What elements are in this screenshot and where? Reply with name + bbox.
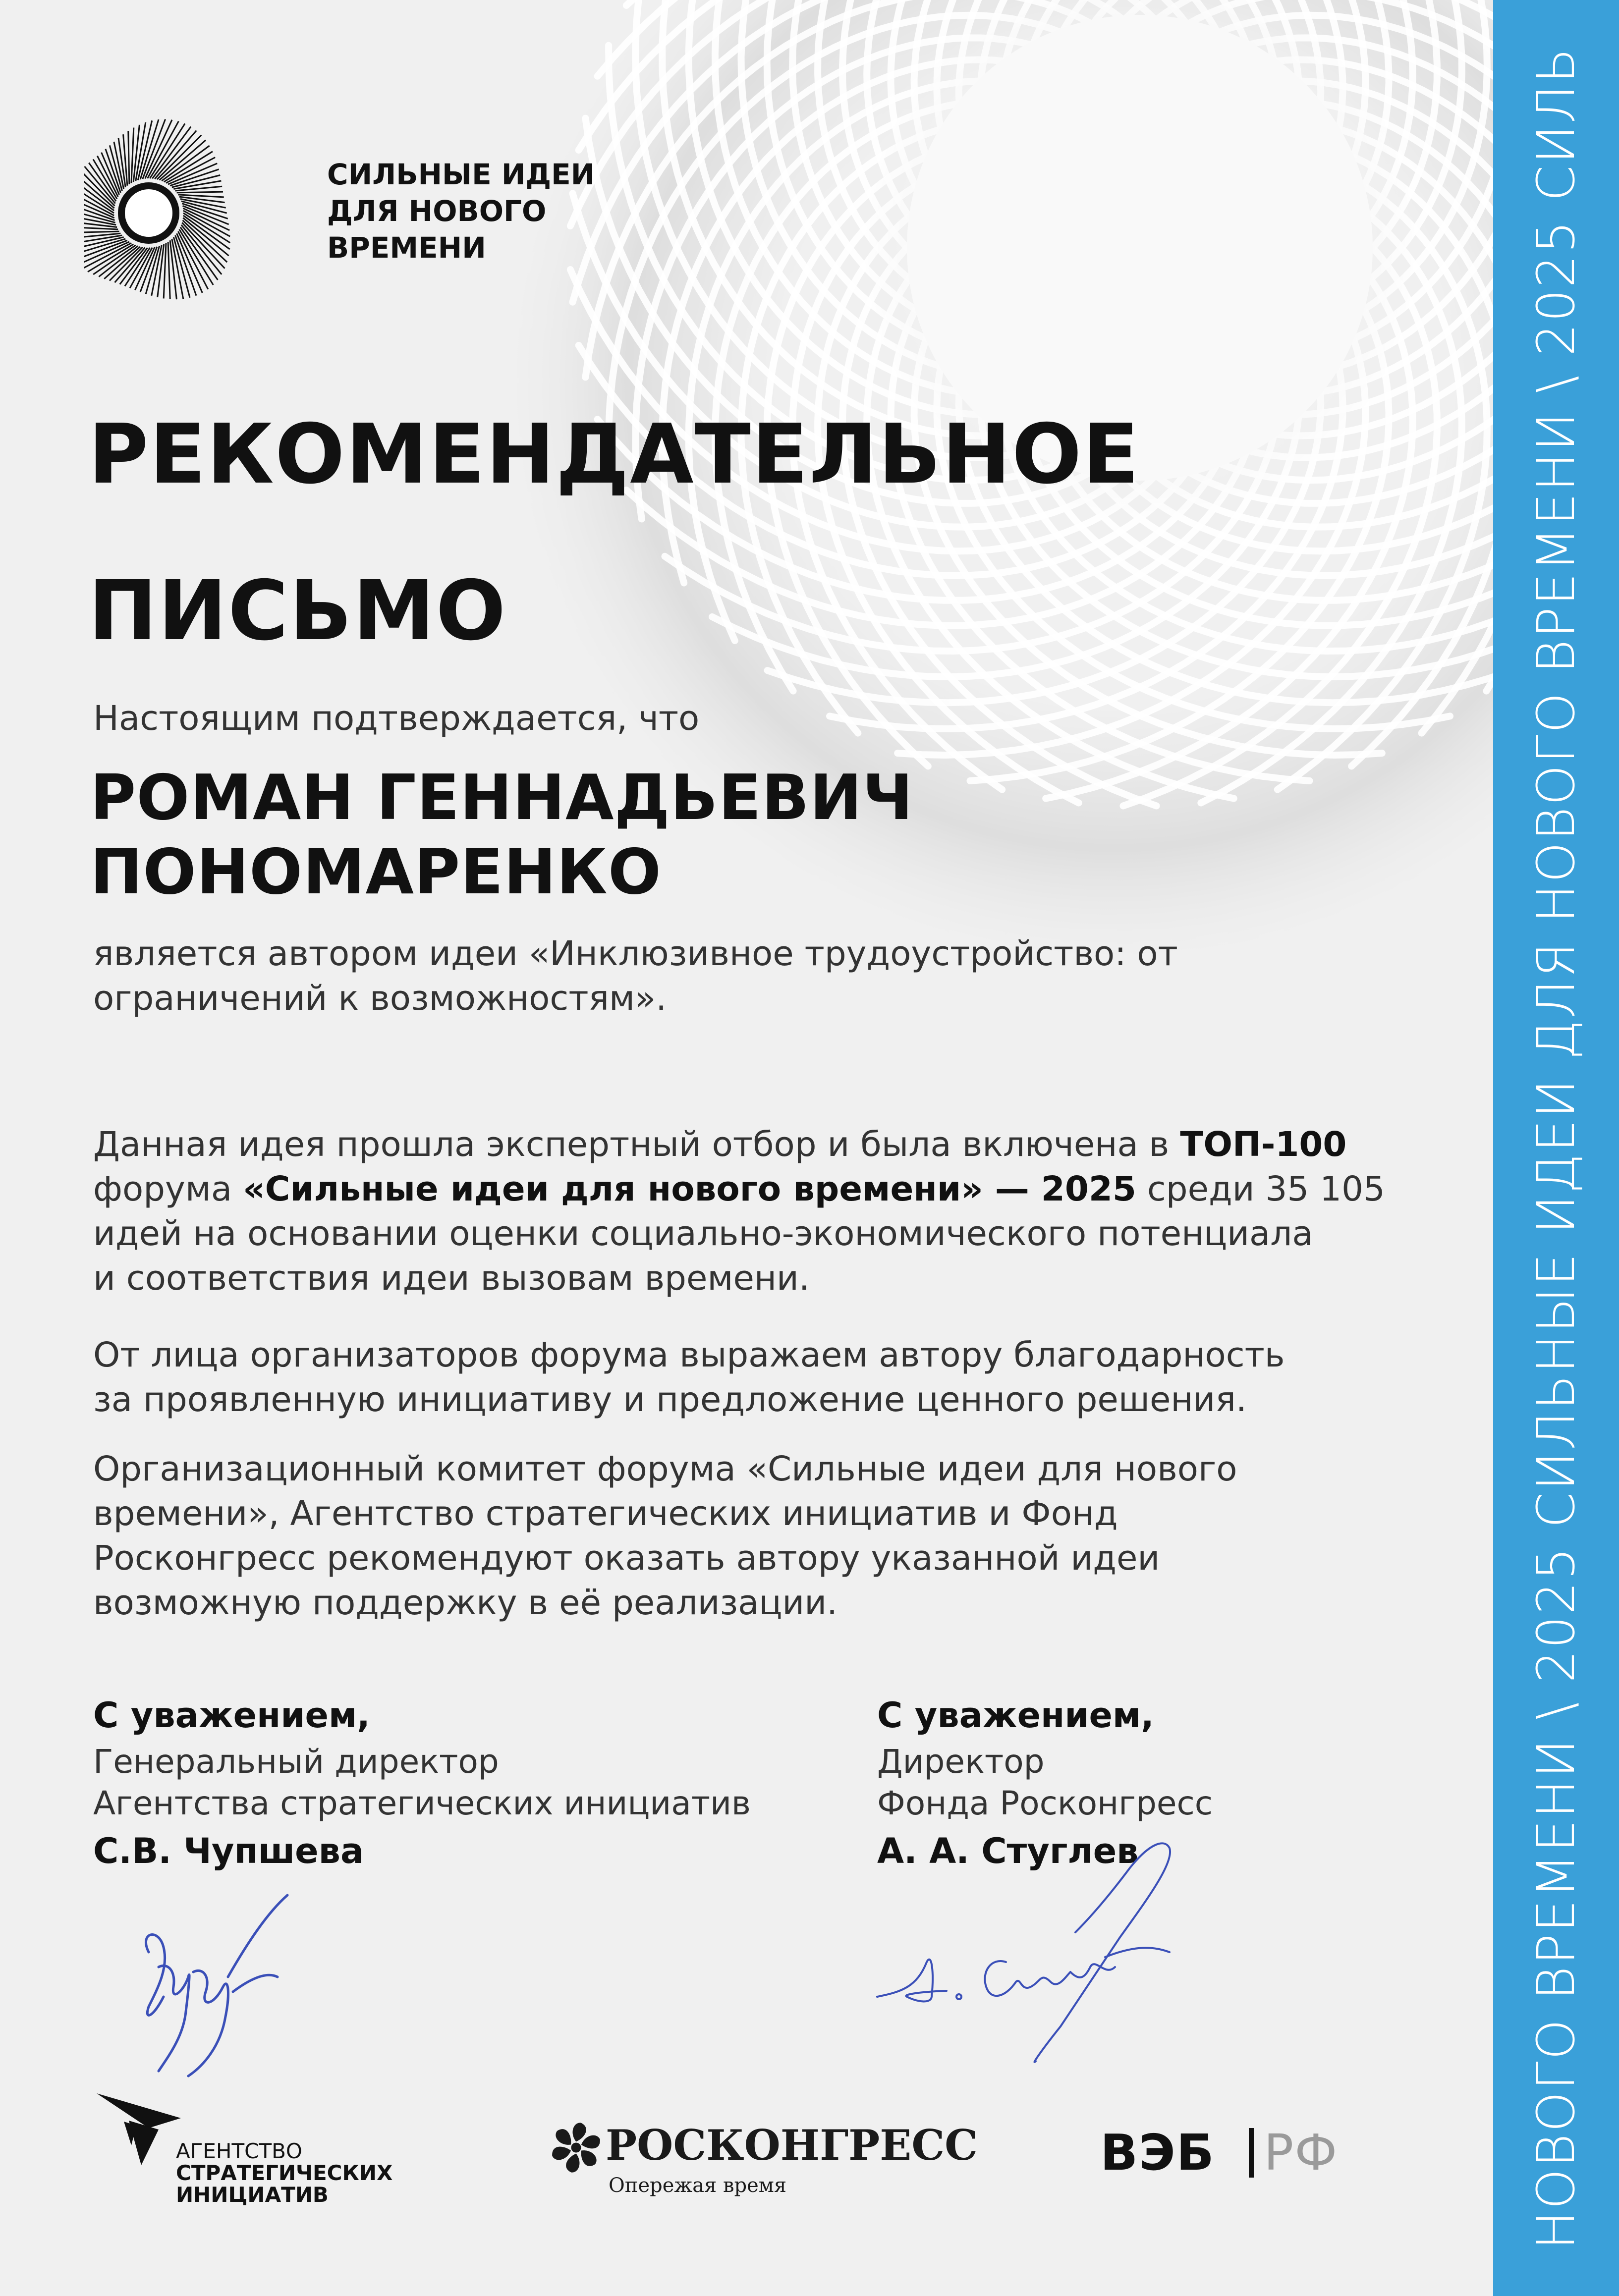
recipient-line-1: РОМАН ГЕННАДЬЕВИЧ <box>90 761 914 834</box>
logo-ray <box>84 240 127 261</box>
recipient-name <box>90 761 913 909</box>
paragraph1-text-2c: среди 35 105 <box>1136 1169 1385 1209</box>
logo-line-1: СИЛЬНЫЕ ИДЕИ <box>327 158 595 191</box>
intro-text: Настоящим подтверждается, что <box>93 699 700 738</box>
logo-ray <box>84 231 119 233</box>
recipient-line-2: ПОНОМАРЕНКО <box>90 835 662 908</box>
sig-right-position-2: Фонда Росконгресс <box>877 1784 1213 1822</box>
sig-right-greeting: С уважением, <box>877 1695 1154 1736</box>
idea-line-2: ограничений к возможностям». <box>93 979 667 1018</box>
handwritten-signature-left <box>129 1893 307 2081</box>
document-title <box>88 377 1140 690</box>
sig-left-greeting: С уважением, <box>93 1695 370 1736</box>
asi-line-2: СТРАТЕГИЧЕСКИХ <box>176 2161 393 2185</box>
paragraph1-text-2a: форума <box>93 1169 243 1209</box>
logo-ray <box>177 192 223 193</box>
logo-ray <box>168 242 170 299</box>
paragraph-selection <box>93 1122 1431 1301</box>
forum-name-bold: «Сильные идеи для нового времени» — 2025 <box>243 1169 1136 1209</box>
logo-ray <box>135 247 155 290</box>
veb-rf-logo <box>1100 2126 1407 2185</box>
roscongress-name: РОСКОНГРЕСС <box>606 2121 978 2170</box>
paragraph3-line-2: времени», Агентство стратегических инициатив и Фонд <box>93 1494 1118 1533</box>
handwritten-signature-right <box>872 1833 1189 2071</box>
paragraph-gratitude <box>93 1333 1431 1422</box>
paragraph1-line-4: и соответствия идеи вызовам времени. <box>93 1258 810 1298</box>
forum-logo-text <box>327 156 595 266</box>
paragraph3-line-4: возможную поддержку в её реализации. <box>93 1583 838 1623</box>
sig-left-position-1: Генеральный директор <box>93 1743 499 1781</box>
paragraph3-line-1: Организационный комитет форума «Сильные идеи для нового <box>93 1449 1237 1489</box>
title-line-2: ПИСЬМО <box>88 563 507 659</box>
veb-logo-right: РФ <box>1264 2124 1339 2182</box>
logo-ray <box>128 131 129 184</box>
roscongress-logo <box>550 2116 978 2205</box>
paragraph1-line-1 <box>93 1122 1431 1167</box>
logo-line-3: ВРЕМЕНИ <box>327 231 486 265</box>
roscongress-logo-icon <box>550 2122 602 2174</box>
sig-right-name: А. А. Стуглев <box>877 1831 1139 1871</box>
logo-ray <box>131 128 134 183</box>
paragraph1-text-1a: Данная идея прошла экспертный отбор и была включена в <box>93 1125 1180 1164</box>
signature-block-left <box>93 1695 751 1872</box>
forum-logo-icon <box>84 97 287 300</box>
asi-logo <box>94 2091 391 2215</box>
paragraph1-line-2 <box>93 1167 1431 1211</box>
side-band-text: НОВОГО ВРЕМЕНИ \ 2025 СИЛЬНЫЕ ИДЕИ ДЛЯ НОВОГО ВРЕМЕНИ \ 2025 СИЛЬ <box>1526 46 1586 2250</box>
logo-line-2: ДЛЯ НОВОГО <box>327 194 547 228</box>
sig-left-name: С.В. Чупшева <box>93 1831 364 1871</box>
roscongress-tagline: Опережая время <box>609 2174 787 2197</box>
asi-line-3: ИНИЦИАТИВ <box>176 2183 329 2207</box>
roscongress-petal <box>566 2154 579 2173</box>
idea-statement <box>93 931 1332 1021</box>
asi-logo-text <box>176 2140 392 2206</box>
side-band <box>1493 0 1619 2296</box>
sig-right-position-1: Директор <box>877 1743 1045 1781</box>
paragraph3-line-3: Росконгресс рекомендуют оказать автору указанной идеи <box>93 1538 1160 1578</box>
logo-ray <box>164 243 166 299</box>
top100-label: ТОП-100 <box>1180 1125 1347 1164</box>
paragraph2-line-1: От лица организаторов форума выражаем автору благодарность <box>93 1335 1285 1375</box>
sig-left-position-2: Агентства стратегических инициатив <box>93 1784 751 1822</box>
paragraph1-line-3: идей на основании оценки социально-экономического потенциала <box>93 1214 1313 1254</box>
asi-line-1: АГЕНТСТВО <box>176 2139 302 2163</box>
paragraph-recommendation <box>93 1447 1431 1625</box>
roscongress-petal <box>573 2123 586 2141</box>
veb-logo-divider <box>1249 2128 1254 2178</box>
veb-logo-left: ВЭБ <box>1100 2124 1215 2182</box>
idea-line-1: является автором идеи «Инклюзивное трудоустройство: от <box>93 934 1178 974</box>
title-line-1: РЕКОМЕНДАТЕЛЬНОЕ <box>88 407 1140 502</box>
logo-ray <box>183 206 229 224</box>
paragraph2-line-2: за проявленную инициативу и предложение ценного решения. <box>93 1380 1247 1420</box>
